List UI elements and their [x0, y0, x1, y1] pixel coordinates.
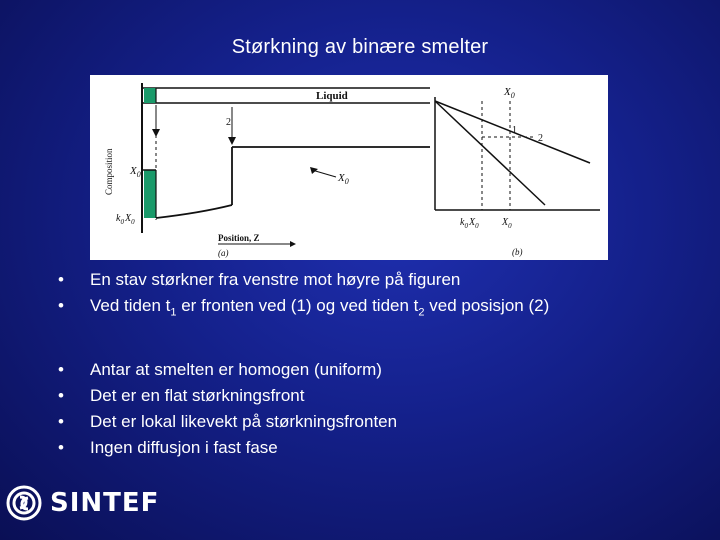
bullet-item: • Det er en flat størkningsfront	[58, 383, 397, 409]
logo-text: SINTEF	[50, 488, 160, 518]
liquid-label: Liquid	[316, 90, 348, 102]
panel-a-curve-label: $X_0$	[338, 172, 349, 186]
panel-b-caption: (b)	[512, 247, 523, 257]
sintef-logo-icon	[6, 485, 42, 521]
bullet-item: • En stav størkner fra venstre mot høyre på figuren	[58, 267, 549, 293]
panel-a-marker-2: 2	[226, 117, 231, 128]
bullet-item: • Ved tiden $t_1$ er fronten ved (1) og ved tiden $t_2$ ved posisjon (2)	[58, 293, 549, 325]
bullet-item: • Ingen diffusjon i fast fase	[58, 435, 397, 461]
sintef-logo	[6, 484, 159, 522]
slide-title: Størkning av binære smelter	[231, 36, 489, 58]
panel-a	[104, 83, 430, 258]
solid-fill-top	[144, 88, 156, 103]
panel-b-k0x0-label: $k_0X_0$	[460, 217, 479, 230]
bullet-item: • Antar at smelten er homogen (uniform)	[58, 357, 397, 383]
panel-b-marker-2: 2	[538, 133, 543, 144]
panel-a-caption: (a)	[218, 248, 229, 258]
solidification-figure	[90, 75, 608, 260]
panel-b-marker-1: 1	[512, 125, 517, 136]
panel-b	[435, 86, 600, 257]
panel-a-x-axis-label: Position, Z	[218, 233, 260, 243]
panel-a-y-axis-label: Composition	[104, 148, 114, 195]
solid-fill-bottom	[144, 170, 156, 218]
panel-b-x0-label: $X_0$	[502, 217, 512, 230]
panel-a-x0-label: $X_0$	[130, 165, 141, 179]
bullet-list-2	[58, 357, 397, 461]
panel-a-k0x0-label: $k_0X_0$	[116, 213, 135, 226]
panel-b-top-label: $X_0$	[504, 86, 515, 100]
figure-svg	[90, 75, 608, 260]
bullet-item: • Det er lokal likevekt på størkningsfronten	[58, 409, 397, 435]
bullet-list-1	[58, 267, 549, 325]
